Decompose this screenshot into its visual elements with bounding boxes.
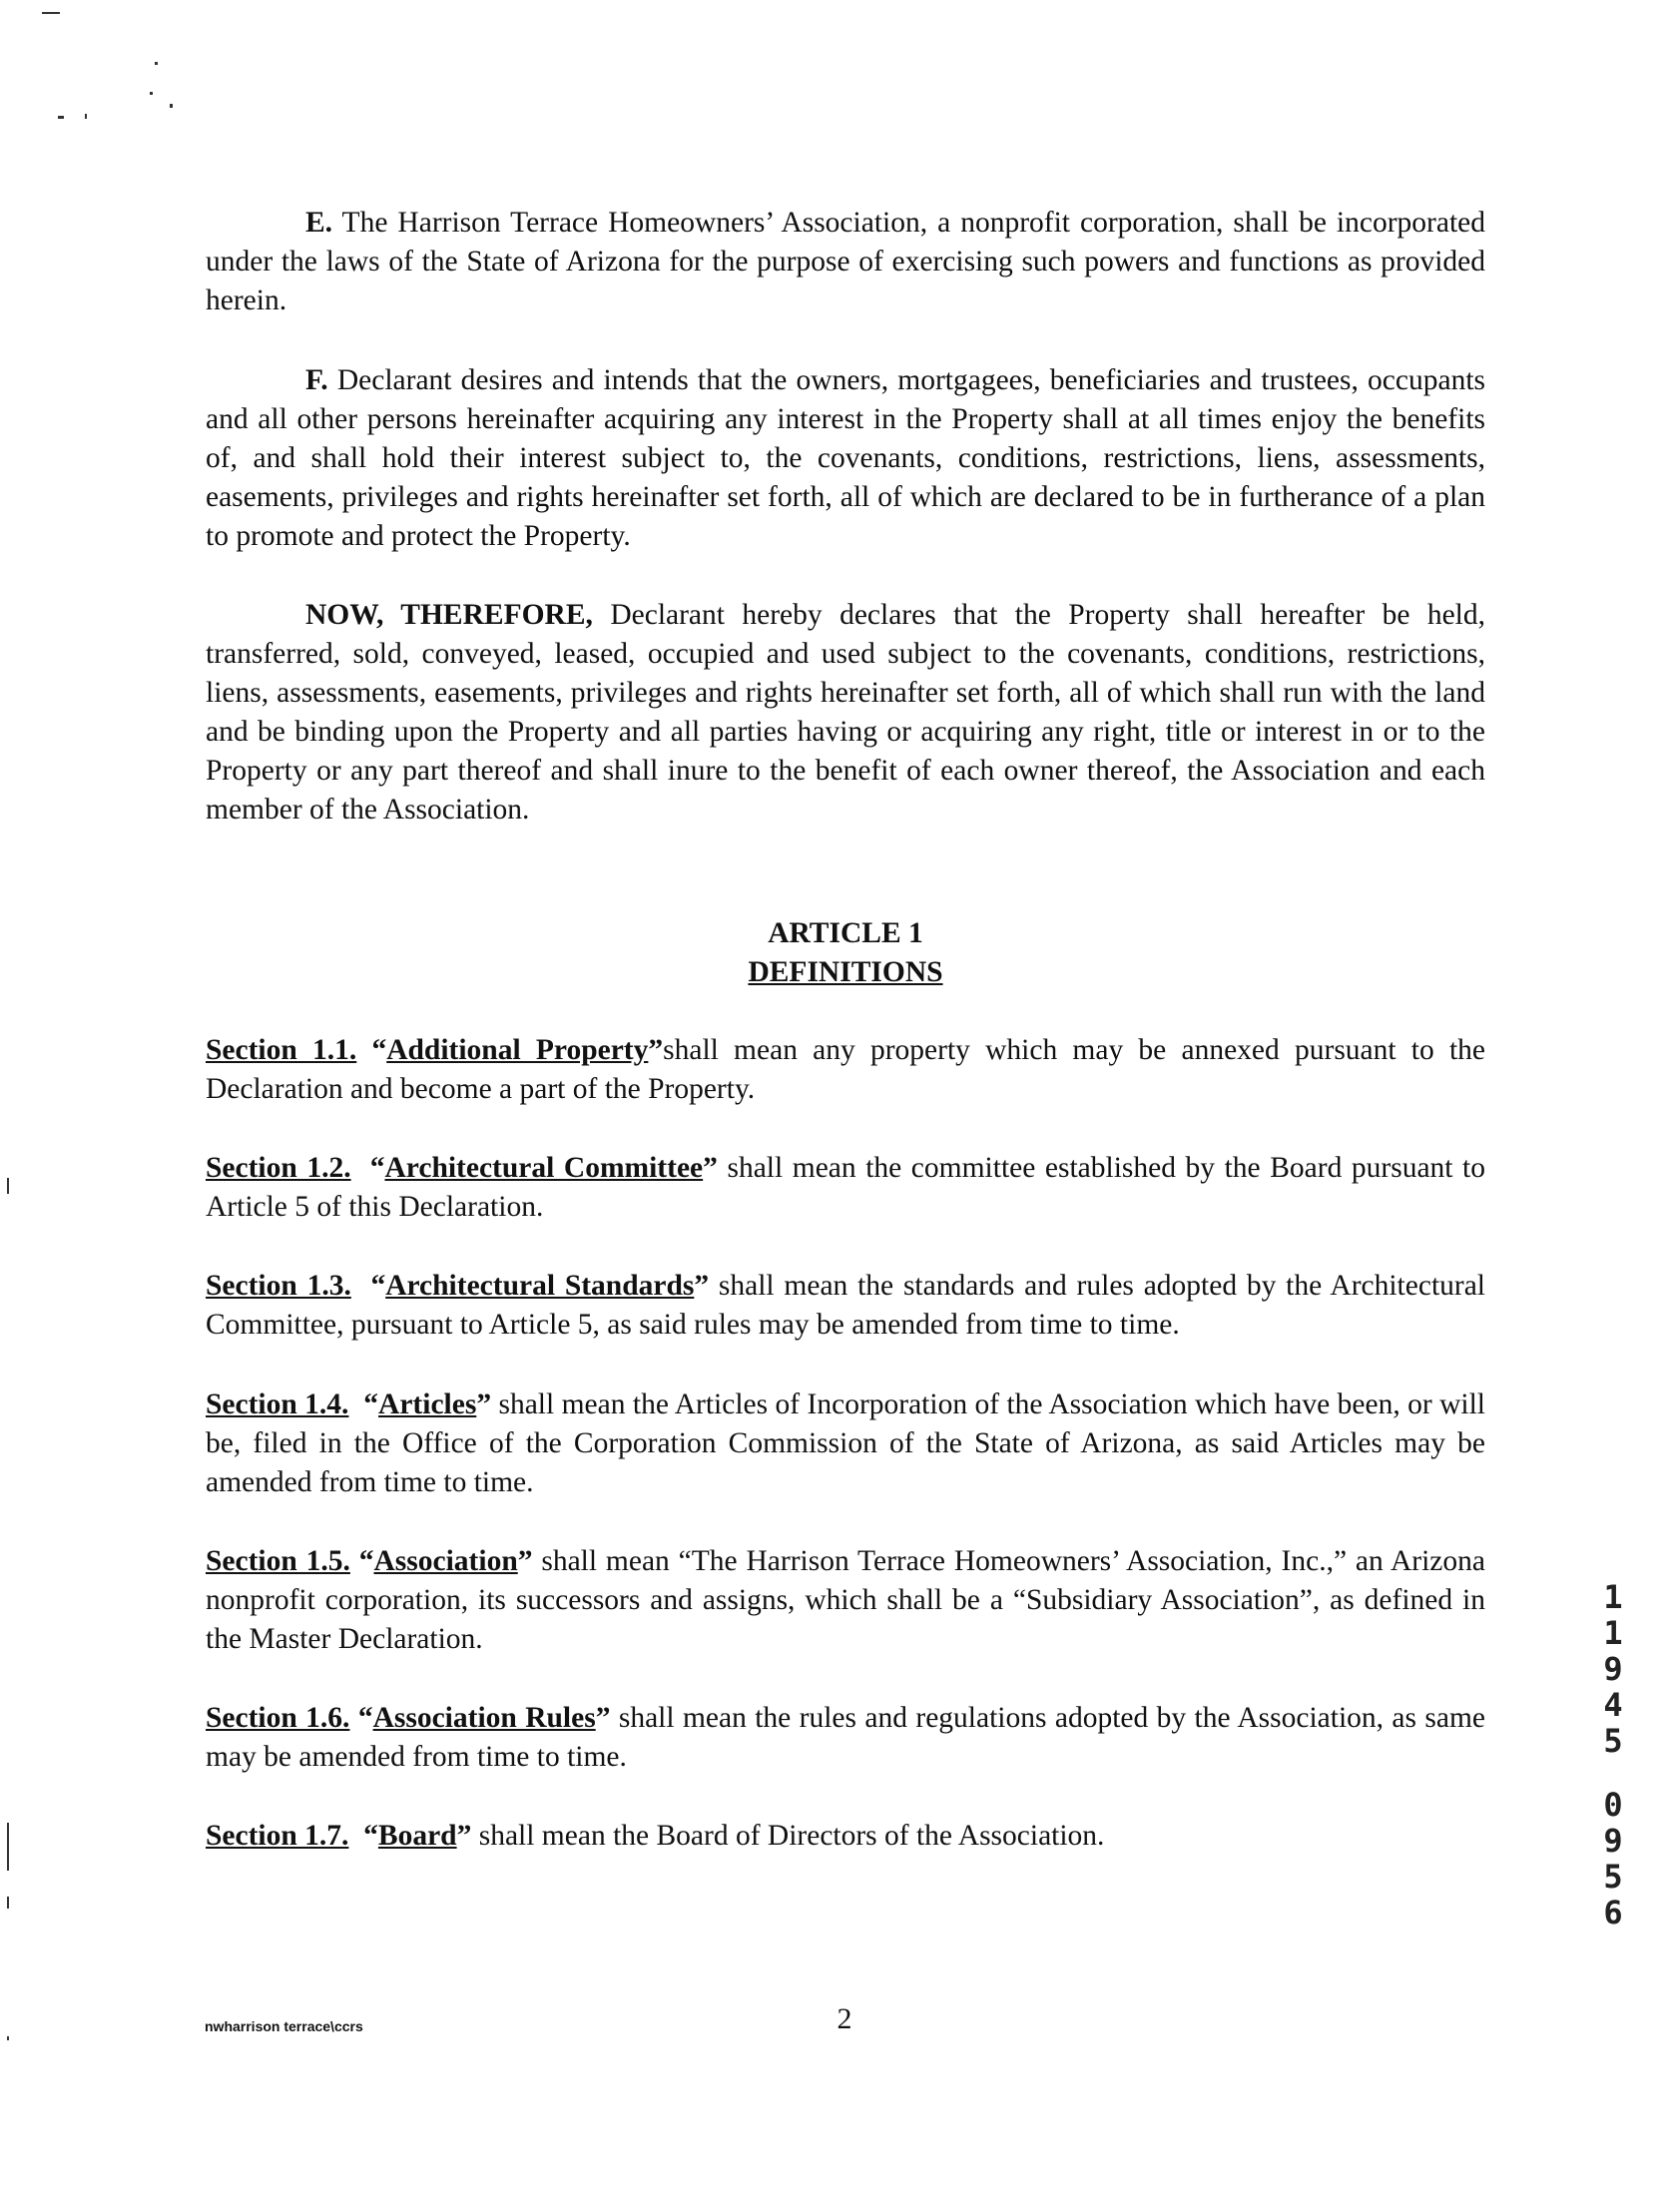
scan-mark (170, 104, 173, 108)
scan-mark (7, 1897, 9, 1909)
quote-close: ” (648, 1034, 664, 1066)
article-title-text: DEFINITIONS (748, 956, 943, 988)
scan-mark (155, 62, 158, 65)
term-text: Articles (378, 1388, 477, 1420)
section-1-3 (206, 1267, 1485, 1345)
section-text: shall mean any property which may be annexed pursuant to the Declaration and become a part of the Property. (206, 1034, 1486, 1105)
section-1-1 (206, 1031, 1485, 1109)
paragraph-e (206, 204, 1485, 320)
paragraph-text: Declarant desires and intends that the owners, mortgagees, beneficiaries and trustees, occupants and all other persons hereinafter acquiring any interest in the Property shall at all times enjoy the benefits of, and shall hold their interest subject to, the covenants, conditions, restrictions, liens, assessments, easements, privileges and rights hereinafter set forth, all of which are declared to be in furtherance of a plan to promote and protect the Property. (206, 364, 1486, 552)
quote-close: ” (517, 1545, 533, 1577)
term-text: Architectural Committee (384, 1152, 704, 1184)
defined-term (370, 1270, 709, 1302)
paragraph-text: Declarant hereby declares that the Property shall hereafter be held, transferred, sold, conveyed, leased, occupied and used subject to the covenants, conditions, restrictions, liens, assessments, easements, privileges and rights hereinafter set forth, all of which shall run with the land and be binding upon the Property and all parties having or acquiring any right, title or interest in or to the Property or any part thereof and shall inure to the benefit of each owner thereof, the Association and each member of the Association. (206, 599, 1485, 826)
stamp-digit: 1 (1603, 1614, 1623, 1652)
quote-open: “ (363, 1820, 378, 1852)
quote-close: ” (703, 1152, 718, 1184)
stamp-gap (1595, 1759, 1631, 1787)
article-title (206, 952, 1485, 992)
quote-open: “ (369, 1152, 385, 1184)
section-label: Section 1.4. (206, 1388, 349, 1420)
stamp-digit: 9 (1603, 1650, 1623, 1688)
quote-open: “ (371, 1034, 387, 1066)
quote-close: ” (595, 1702, 611, 1734)
defined-term (370, 1152, 718, 1184)
section-label: Section 1.2. (206, 1152, 351, 1184)
footer-file-ref: nwharrison terrace\ccrs (205, 2018, 363, 2034)
scan-mark (7, 2036, 9, 2040)
section-label: Section 1.3. (206, 1270, 351, 1302)
stamp-digit: 6 (1603, 1894, 1623, 1932)
stamp-digit: 5 (1603, 1722, 1623, 1760)
stamp-digit: 4 (1603, 1686, 1623, 1724)
section-text: shall mean the Board of Directors of the Association. (471, 1820, 1105, 1852)
defined-term (359, 1545, 533, 1577)
paragraph-lead: F. (305, 364, 328, 396)
quote-open: “ (363, 1388, 379, 1420)
section-label: Section 1.6. (206, 1702, 350, 1734)
paragraph-f (206, 361, 1485, 556)
paragraph-lead: E. (305, 207, 333, 239)
section-1-6 (206, 1699, 1485, 1777)
section-text: shall mean the rules and regulations adopted by the Association, as same may be amended from time to time. (206, 1702, 1485, 1773)
stamp-digit: 0 (1603, 1786, 1623, 1824)
section-label: Section 1.5. (206, 1545, 350, 1577)
defined-term (371, 1034, 663, 1066)
section-text: shall mean the Articles of Incorporation of the Association which have been, or will be, filed in the Office of the Corporation Commission of the State of Arizona, as said Articles may be amended from time to time. (206, 1388, 1485, 1498)
term-text: Board (377, 1820, 457, 1852)
defined-term (363, 1388, 491, 1420)
section-text: shall mean the standards and rules adopted by the Architectural Committee, pursuant to Article 5, as said rules may be amended from time to time. (206, 1270, 1485, 1341)
quote-open: “ (358, 1545, 374, 1577)
scan-mark (42, 12, 60, 14)
recording-stamp (1595, 1579, 1631, 1931)
stamp-digit: 9 (1603, 1822, 1623, 1860)
scan-mark (7, 1178, 9, 1194)
quote-close: ” (476, 1388, 492, 1420)
scan-mark (85, 114, 87, 119)
term-text: Association (373, 1545, 518, 1577)
scan-mark (150, 92, 153, 95)
article-number: ARTICLE 1 (768, 917, 923, 949)
term-text: Architectural Standards (385, 1270, 695, 1302)
section-label: Section 1.1. (206, 1034, 357, 1066)
paragraph-text: The Harrison Terrace Homeowners’ Association, a nonprofit corporation, shall be incorporated under the laws of the State of Arizona for the purpose of exercising such powers and functions as provided herein. (206, 207, 1485, 316)
section-1-7 (206, 1817, 1485, 1856)
section-1-5 (206, 1542, 1485, 1659)
section-text: shall mean “The Harrison Terrace Homeowners’ Association, Inc.,” an Arizona nonprofit corporation, its successors and assigns, which shall be a “Subsidiary Association”, as defined in the Master Declaration. (206, 1545, 1485, 1655)
quote-open: “ (370, 1270, 386, 1302)
defined-term (358, 1702, 611, 1734)
scan-mark (7, 1823, 9, 1871)
section-label: Section 1.7. (206, 1820, 349, 1852)
paragraph-now-therefore (206, 596, 1485, 830)
quote-close: ” (456, 1820, 472, 1852)
quote-open: “ (357, 1702, 373, 1734)
scan-mark (58, 116, 64, 119)
section-1-2 (206, 1149, 1485, 1227)
section-text: shall mean the committee established by the Board pursuant to Article 5 of this Declaration. (206, 1152, 1485, 1223)
quote-close: ” (694, 1270, 710, 1302)
section-1-4 (206, 1385, 1485, 1502)
term-text: Additional Property (386, 1034, 649, 1066)
term-text: Association Rules (372, 1702, 596, 1734)
defined-term (363, 1820, 471, 1852)
page-number: 2 (836, 2002, 852, 2035)
stamp-digit: 5 (1603, 1858, 1623, 1896)
stamp-digit: 1 (1603, 1578, 1623, 1616)
paragraph-lead: NOW, THEREFORE, (305, 599, 593, 631)
